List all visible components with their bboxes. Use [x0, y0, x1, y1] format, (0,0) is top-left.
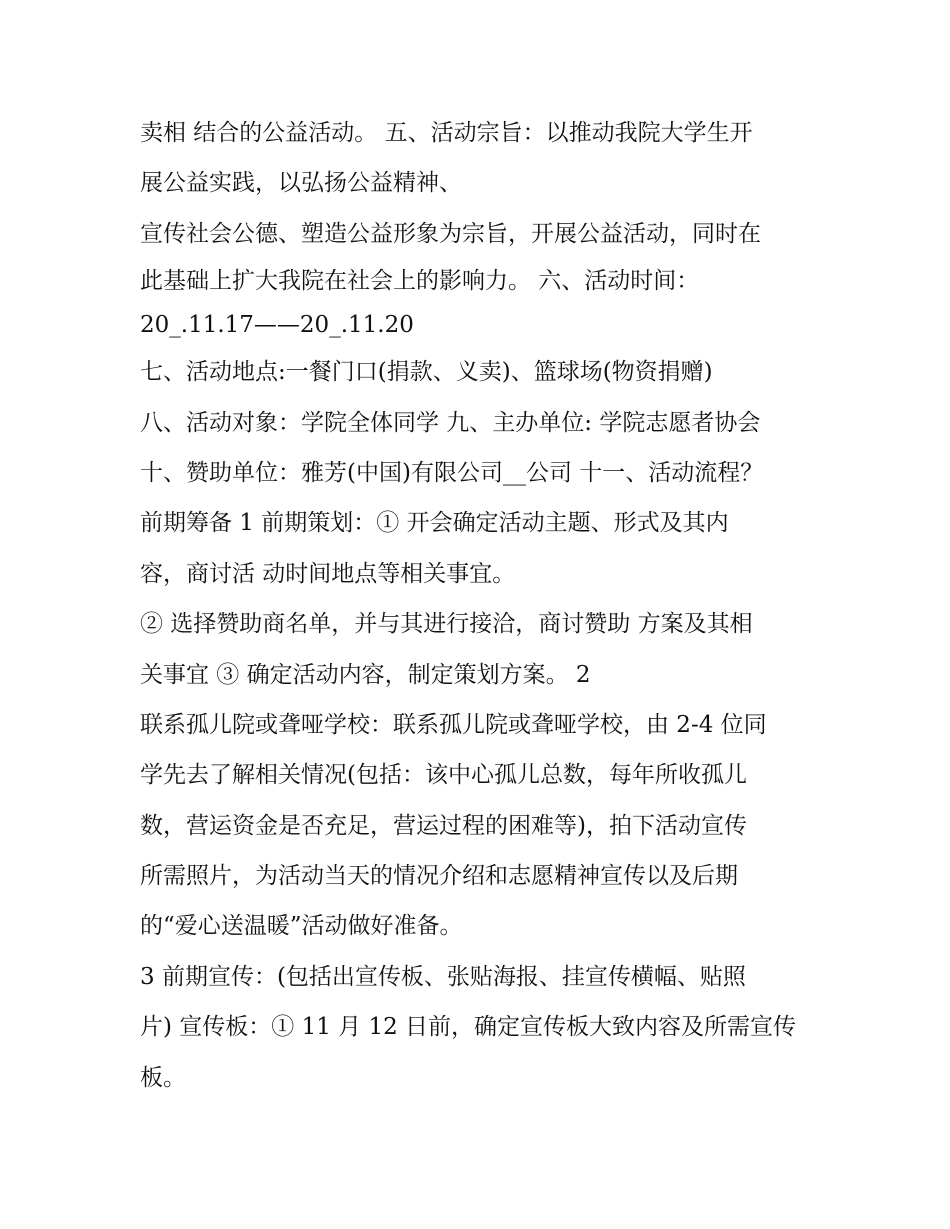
text-line: 20_.11.17——20_.11.20: [140, 312, 414, 339]
text-line: 片) 宣传板：① 11 月 12 日前，确定宣传板大致内容及所需宣传: [140, 1014, 797, 1041]
text-line: 联系孤儿院或聋哑学校：联系孤儿院或聋哑学校，由 2-4 位同: [140, 711, 767, 738]
text-line: 所需照片，为活动当天的情况介绍和志愿精神宣传以及后期: [140, 863, 738, 890]
text-line: 学先去了解相关情况(包括：该中心孤儿总数，每年所收孤儿: [140, 762, 747, 789]
text-line: 此基础上扩大我院在社会上的影响力。 六、活动时间：: [140, 268, 700, 295]
text-line: 八、活动对象：学院全体同学 九、主办单位: 学院志愿者协会: [140, 409, 761, 436]
text-line: 七、活动地点:一餐门口(捐款、义卖)、篮球场(物资捐赠): [140, 359, 713, 386]
text-line: 板。: [140, 1064, 186, 1091]
document-body: [140, 108, 830, 1103]
text-line: 展公益实践，以弘扬公益精神、: [140, 170, 462, 197]
text-line: 宣传社会公德、塑造公益形象为宗旨，开展公益活动，同时在: [140, 220, 761, 247]
text-line: 十、赞助单位：雅芳(中国)有限公司__公司 十一、活动流程？: [140, 459, 764, 486]
text-line: 的“爱心送温暖”活动做好准备。: [140, 913, 463, 940]
text-line: ② 选择赞助商名单，并与其进行接洽，商讨赞助 方案及其相: [140, 611, 753, 638]
text-line: 数，营运资金是否充足，营运过程的困难等)，拍下活动宣传: [140, 812, 747, 839]
text-line: 关事宜 ③ 确定活动内容，制定策划方案。 2: [140, 661, 591, 688]
text-line: 卖相 结合的公益活动。 五、活动宗旨：以推动我院大学生开: [140, 120, 753, 146]
text-line: 容，商讨活 动时间地点等相关事宜。: [140, 560, 516, 587]
text-line: 前期筹备 1 前期策划：① 开会确定活动主题、形式及其内: [140, 510, 729, 537]
text-line: 3 前期宣传：(包括出宣传板、张贴海报、挂宣传横幅、贴照: [140, 963, 746, 990]
